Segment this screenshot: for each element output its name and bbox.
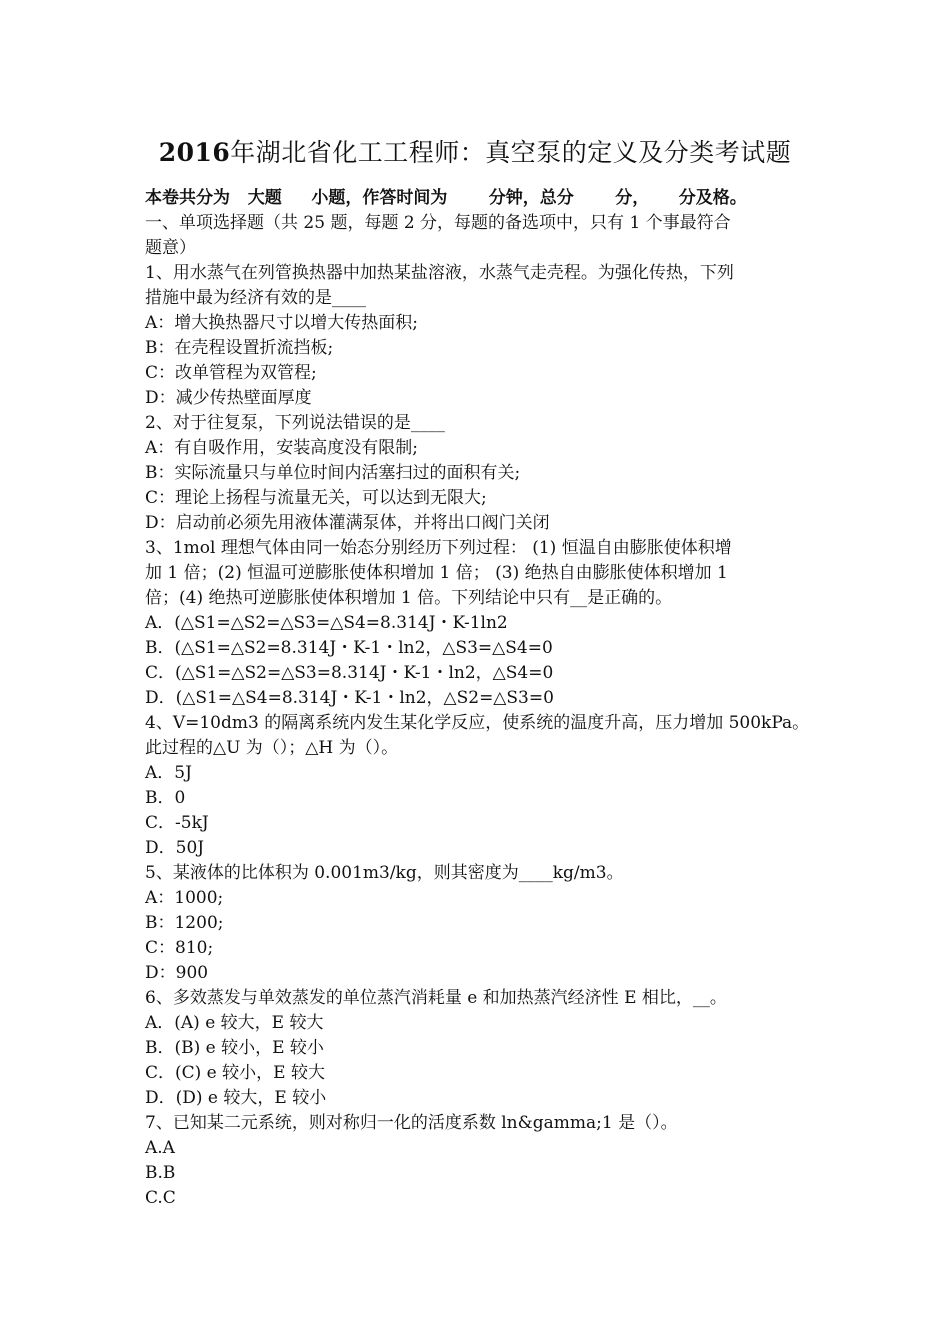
text-line: A.A xyxy=(145,1138,175,1158)
text-line: B．0 xyxy=(145,788,186,808)
text-line: B．(△S1=△S2=8.314J・K-1・ln2，△S3=△S4=0 xyxy=(145,638,553,658)
text-line: A．(A) e 较大，E 较大 xyxy=(145,1013,324,1033)
text-line: C．(△S1=△S2=△S3=8.314J・K-1・ln2，△S4=0 xyxy=(145,663,554,683)
text-line: A：有自吸作用，安装高度没有限制; xyxy=(145,438,419,458)
text-line: 2、对于往复泵，下列说法错误的是____ xyxy=(145,413,445,433)
text-line: A．5J xyxy=(145,763,192,783)
text-line: C：改单管程为双管程; xyxy=(145,363,317,383)
question-lines xyxy=(145,211,825,1211)
title-year: 2016 xyxy=(158,138,231,167)
title-text: 年湖北省化工工程师：真空泵的定义及分类考试题 xyxy=(230,138,792,167)
text-line: B：在壳程设置折流挡板; xyxy=(145,338,334,358)
exam-meta-line xyxy=(145,186,825,211)
text-line: A：1000; xyxy=(145,888,224,908)
text-line: C：理论上扬程与流量无关，可以达到无限大; xyxy=(145,488,487,508)
text-line: B.B xyxy=(145,1163,176,1183)
text-line: 1、用水蒸气在列管换热器中加热某盐溶液，水蒸气走壳程。为强化传热，下列 xyxy=(145,263,734,283)
text-line: 加 1 倍；(2) 恒温可逆膨胀使体积增加 1 倍； (3) 绝热自由膨胀使体积增加 1 xyxy=(145,563,728,583)
text-line: 3、1mol 理想气体由同一始态分别经历下列过程： (1) 恒温自由膨胀使体积增 xyxy=(145,538,732,558)
text-line: 题意） xyxy=(145,238,196,258)
text-line: 此过程的△U 为（）；△H 为（）。 xyxy=(145,738,399,758)
text-line: C：810; xyxy=(145,938,214,958)
text-line: 5、某液体的比体积为 0.001m3/kg，则其密度为____kg/m3。 xyxy=(145,863,624,883)
text-line: A：增大换热器尺寸以增大传热面积; xyxy=(145,313,419,333)
text-line: D：900 xyxy=(145,963,209,983)
text-line: A．(△S1=△S2=△S3=△S4=8.314J・K-1ln2 xyxy=(145,613,508,633)
text-line: B：1200; xyxy=(145,913,224,933)
text-line: D．(△S1=△S4=8.314J・K-1・ln2，△S2=△S3=0 xyxy=(145,688,554,708)
text-line: 6、多效蒸发与单效蒸发的单位蒸汽消耗量 e 和加热蒸汽经济性 E 相比，__。 xyxy=(145,988,727,1008)
text-line: 一、单项选择题（共 25 题，每题 2 分，每题的备选项中，只有 1 个事最符合 xyxy=(145,213,731,233)
text-line: C．-5kJ xyxy=(145,813,209,833)
text-line: 4、V=10dm3 的隔离系统内发生某化学反应，使系统的温度升高，压力增加 500kPa。 xyxy=(145,713,810,733)
text-line: 措施中最为经济有效的是____ xyxy=(145,288,366,308)
text-line: C.C xyxy=(145,1188,176,1208)
text-line: D．(D) e 较大，E 较小 xyxy=(145,1088,327,1108)
text-line: C．(C) e 较小，E 较大 xyxy=(145,1063,325,1083)
page-title xyxy=(0,133,950,169)
text-line: D：减少传热壁面厚度 xyxy=(145,388,312,408)
text-line: 7、已知某二元系统，则对称归一化的活度系数 ln&gamma;1 是（）。 xyxy=(145,1113,678,1133)
text-line: B：实际流量只与单位时间内活塞扫过的面积有关; xyxy=(145,463,521,483)
text-line: D：启动前必须先用液体灌满泵体，并将出口阀门关闭 xyxy=(145,513,550,533)
text-line: B．(B) e 较小，E 较小 xyxy=(145,1038,324,1058)
text-line: 倍；(4) 绝热可逆膨胀使体积增加 1 倍。下列结论中只有__是正确的。 xyxy=(145,588,673,608)
document-body xyxy=(145,186,825,1211)
exam-meta-text: 本卷共分为 大题 小题，作答时间为 分钟，总分 分， 分及格。 xyxy=(145,188,747,208)
text-line: D．50J xyxy=(145,838,205,858)
